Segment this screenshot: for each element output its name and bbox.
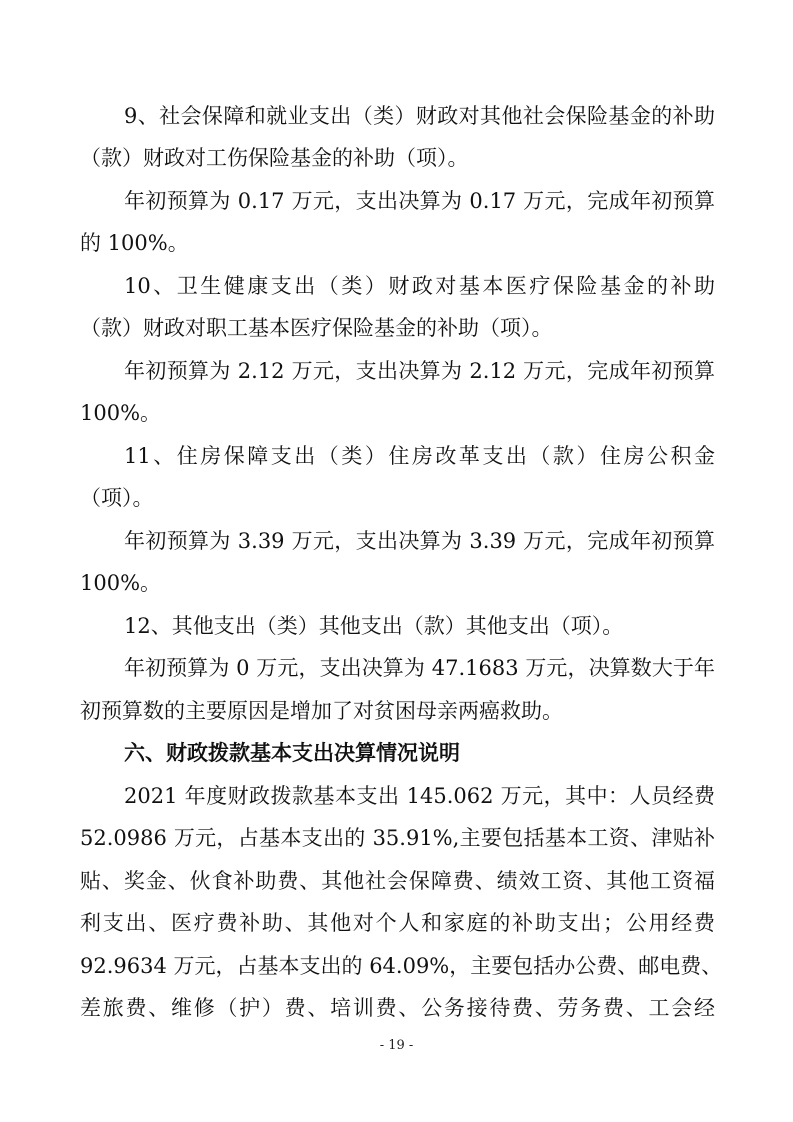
basic-expenditure-line-5: 92.9634 万元，占基本支出的 64.09%，主要包括办公费、邮电费、 — [80, 954, 723, 978]
paragraph-12-line-1: 12、其他支出（类）其他支出（款）其他支出（项）。 — [124, 614, 624, 638]
paragraph-10-line-2: （款）财政对职工基本医疗保险基金的补助（项）。 — [80, 316, 553, 340]
basic-expenditure-line-4: 利支出、医疗费补助、其他对个人和家庭的补助支出；公用经费 — [80, 911, 715, 935]
paragraph-10-line-1: 10、卫生健康支出（类）财政对基本医疗保险基金的补助 — [124, 274, 715, 298]
paragraph-12-budget-line-2: 初预算数的主要原因是增加了对贫困母亲两癌救助。 — [80, 699, 563, 723]
basic-expenditure-line-1: 2021 年度财政拨款基本支出 145.062 万元，其中：人员经费 — [124, 784, 715, 808]
paragraph-9-budget-line-1: 年初预算为 0.17 万元，支出决算为 0.17 万元，完成年初预算 — [124, 189, 715, 213]
paragraph-9-line-1: 9、社会保障和就业支出（类）财政对其他社会保险基金的补助 — [124, 104, 715, 128]
paragraph-10-budget-line-1: 年初预算为 2.12 万元，支出决算为 2.12 万元，完成年初预算 — [124, 359, 715, 383]
paragraph-11-budget-line-1: 年初预算为 3.39 万元，支出决算为 3.39 万元，完成年初预算 — [124, 529, 715, 553]
paragraph-9-line-2: （款）财政对工伤保险基金的补助（项）。 — [80, 146, 469, 170]
paragraph-11-budget-line-2: 100%。 — [80, 571, 162, 595]
paragraph-10-budget-line-2: 100%。 — [80, 401, 162, 425]
paragraph-11-line-2: （项）。 — [80, 486, 154, 510]
paragraph-11-line-1: 11、住房保障支出（类）住房改革支出（款）住房公积金 — [124, 444, 715, 468]
paragraph-12-budget-line-1: 年初预算为 0 万元，支出决算为 47.1683 万元，决算数大于年 — [124, 656, 715, 680]
page-number: - 19 - — [379, 1038, 414, 1053]
basic-expenditure-line-3: 贴、奖金、伙食补助费、其他社会保障费、绩效工资、其他工资福 — [80, 869, 715, 893]
paragraph-9-budget-line-2: 的 100%。 — [80, 231, 189, 255]
basic-expenditure-line-2: 52.0986 万元，占基本支出的 35.91%,主要包括基本工资、津贴补 — [80, 826, 715, 850]
section-heading: 六、财政拨款基本支出决算情况说明 — [124, 741, 460, 765]
basic-expenditure-line-6: 差旅费、维修（护）费、培训费、公务接待费、劳务费、工会经 — [80, 996, 715, 1020]
